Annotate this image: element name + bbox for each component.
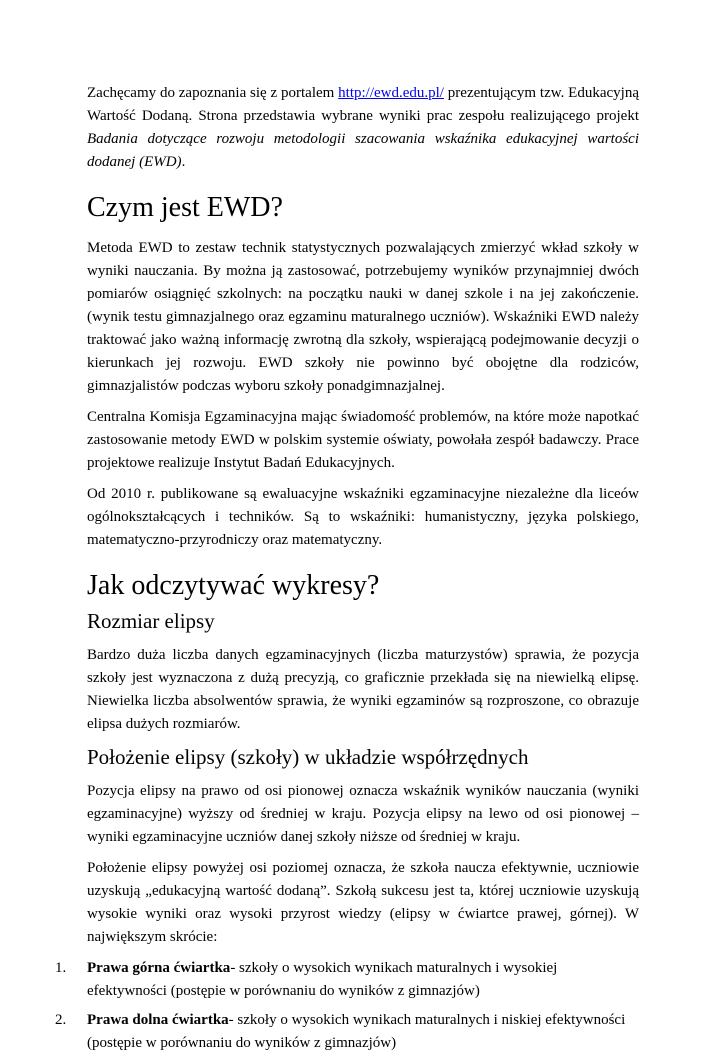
paragraph-indicators: Od 2010 r. publikowane są ewaluacyjne wskaźniki egzaminacyjne niezależne dla liceów ogólnokształcących i techników. Są to wskaźniki: humanistyczny, języka polskiego, matematyczno-przyrodniczy oraz matematyczny. <box>87 486 639 548</box>
list-item-text: - szkoły o wysokich wynikach maturalnych i niskiej efektywności (postępie w porównaniu do wyników z gimnazjów) <box>87 1012 626 1051</box>
list-item <box>55 957 639 1003</box>
intro-text-continued: prezentującym tzw. Edukacyjną Wartość Dodaną. Strona przedstawia wybrane wyniki prac zespołu realizującego projekt <box>87 85 639 124</box>
list-item <box>55 1009 639 1055</box>
paragraph-ewd-method: Metoda EWD to zestaw technik statystycznych pozwalających zmierzyć wkład szkoły w wyniki nauczania. By można ją zastosować, potrzebujemy wyników przynajmniej dwóch pomiarów osiągnięć szkolnych: na początku nauki w danej szkole i na jej zakończenie. (wynik testu gimnazjalnego oraz egzaminu maturalnego uczniów). Wskaźniki EWD należy traktować jako ważną informację zwrotną dla szkoły, wspierającą podejmowanie decyzji o kierunkach jej rozwoju. EWD szkoły nie powinno być obojętne dla rodziców, gimnazjalistów podczas wyboru szkoły ponadgimnazjalnej. <box>87 240 639 394</box>
paragraph-ellipse-position: Pozycja elipsy na prawo od osi pionowej oznacza wskaźnik wyników nauczania (wyniki egzaminacyjne) wyższy od średniej w kraju. Pozycja elipsy na lewo od osi pionowej – wyniki egzaminacyjne uczniów danej szkoły niższe od średniej w kraju. <box>87 783 639 845</box>
paragraph-cke: Centralna Komisja Egzaminacyjna mając świadomość problemów, na które może napotkać zastosowanie metody EWD w polskim systemie oświaty, powołała zespół badawczy. Prace projektowe realizuje Instytut Badań Edukacyjnych. <box>87 409 639 471</box>
intro-text: Zachęcamy do zapoznania się z portalem <box>87 85 339 101</box>
heading-jak-odczytywac: Jak odczytywać wykresy? <box>87 570 380 601</box>
subheading-rozmiar-elipsy: Rozmiar elipsy <box>87 609 215 633</box>
document-page <box>55 82 639 1061</box>
intro-paragraph <box>87 82 639 174</box>
quadrant-list <box>55 957 639 1055</box>
heading-czym-jest-ewd: Czym jest EWD? <box>87 192 283 223</box>
ewd-portal-link[interactable]: http://ewd.edu.pl/ <box>338 85 444 101</box>
list-item-bold: Prawa górna ćwiartka <box>87 960 231 976</box>
paragraph-ellipse-above-axis: Położenie elipsy powyżej osi poziomej oznacza, że szkoła naucza efektywnie, uczniowie uzyskują „edukacyjną wartość dodaną”. Szkołą sukcesu jest ta, której uczniowie uzyskują wysokie wyniki oraz wysoki przyrost wiedzy (elipsy w ćwiartce prawej, górnej). W największym skrócie: <box>87 860 639 945</box>
list-number: 2. <box>55 1012 67 1028</box>
list-item-bold: Prawa dolna ćwiartka <box>87 1012 229 1028</box>
intro-end: . <box>181 154 186 170</box>
list-number: 1. <box>55 960 67 976</box>
paragraph-ellipse-size: Bardzo duża liczba danych egzaminacyjnych (liczba maturzystów) sprawia, że pozycja szkoły jest wyznaczona z dużą precyzją, co graficznie przekłada się na niewielką elipsę. Niewielka liczba absolwentów sprawia, że wyniki egzaminów są rozproszone, co obrazuje elipsa dużych rozmiarów. <box>87 647 639 732</box>
project-title: Badania dotyczące rozwoju metodologii szacowania wskaźnika edukacyjnej wartości dodanej (EWD) <box>87 131 639 170</box>
subheading-polozenie-elipsy: Położenie elipsy (szkoły) w układzie współrzędnych <box>87 745 529 769</box>
list-item-text: - szkoły o wysokich wynikach maturalnych i wysokiej efektywności (postępie w porównaniu do wyników z gimnazjów) <box>87 960 558 999</box>
